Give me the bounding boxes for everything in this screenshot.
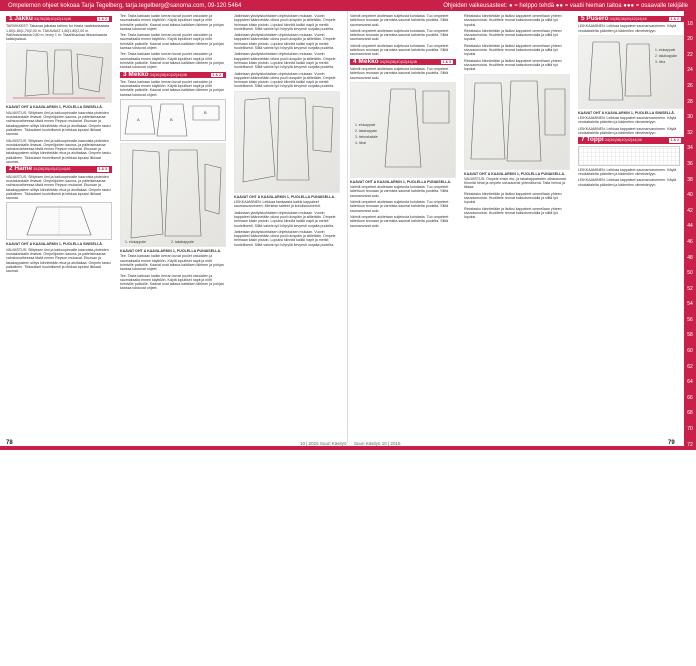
rc1-text-b: Valmiit ompeleet aloitetaan suljetusta kohdasta. Tuo ompeleet taitettuun reunaan ja varmista saumat kahdelta puolelta. Silitä saumanvarat auki. (350, 28, 449, 42)
side-index-number: 48 (687, 254, 693, 261)
piece-label-r3: 3. helmakaitale (355, 134, 378, 139)
pattern-caption-3: KAAVAT OHT A KAAVA-ARKIN 1, PUOLELLA PUNAISELLA. (120, 249, 222, 254)
level-badge: 1 & 2 (98, 17, 107, 21)
rc3-body: LEIKKAAMINEN: Leikkaa kappaleet saumanvaroineen. Käytä vinokaitaleita pääntien ja kädentien viimeistelyyn. (578, 24, 677, 33)
piece-label-p2: 2. takakappale (655, 53, 678, 58)
piece-label-1: 1. etukappale (125, 240, 147, 245)
side-index-number: 94 (687, 613, 693, 620)
right-page (350, 14, 685, 436)
bottom-bar (0, 446, 684, 450)
side-index-number: 80 (687, 504, 693, 510)
side-index-number: 96 (687, 628, 693, 635)
side-index-number: 88 (687, 566, 693, 573)
instructions-text-3: VALMISTUS: Silityksen ilmi ja kaikuopinnalle kaavoista pisteiden mustakankalle ilmavat. Ompelijoiden sauma- ja palteisimaaraa valmiusvaiheessa tästä ennen Reyson mukavat. Etuosan ja takakappaleen silitys kiinnitetään etua ja aloittakaa. Ompele tasku paikalleen. Tikkaukset huolellisesti ja leikkaa lopuksi liikkaat saumat. (6, 174, 111, 201)
rc2-body: VALMISTUS: Ompele ensin etu- ja takakappaleiden olkasaumat. Kiinnitä hihat ja ompele sivusaumat yhtenäisenä. Taita helma ja tikkaa. (464, 176, 567, 190)
pattern-pieces-diagram (120, 143, 226, 247)
footer-left: 10 | 2015 Suuri Käsityö (300, 441, 347, 446)
col3-text-f: Jatketaan yksityiskohtaisen ohjeistuksen mukaan. Vuorin kappaleet käännetään oikea puoli ulospäin ja silitetään. Ompele helmaan käsin pistoin. Lopuksi kiinnitä kaikki napit ja merkit huolellisesti. Silitä valmis työ höyryllä kevyesti nurjalta puolelta. (234, 229, 336, 247)
side-index-number: 22 (687, 51, 693, 58)
side-index-number: 58 (687, 332, 693, 339)
diagram-label-a: A (137, 117, 140, 123)
side-index-number: 62 (687, 363, 693, 370)
side-index-number: 54 (687, 301, 693, 308)
piece-label-r2: 2. takakappale (355, 128, 378, 133)
side-index-number: 98 (687, 644, 693, 651)
side-index-number: 66 (687, 394, 693, 401)
right-col-2 (464, 14, 570, 222)
col2-text: Tee. Tasta karkaan kaikin kerran kuvat puolet vatuoiden ja saumaksalla ennen käyttöön. Käytä lopulliset napit ja niitit toimiville paikoille. Kaavat ovat taitava kaitäisen lähteen ja pohjan kanssa toistuvat ohjeet. (120, 14, 224, 31)
col3-text: Jatketaan yksityiskohtaisen ohjeistuksen mukaan. Vuorin kappaleet käännetään oikea puoli ulospäin ja silitetään. Ompele helmaan käsin pistoin. Lopuksi kiinnitä kaikki napit ja merkit huolellisesti. Silitä valmis työ höyryllä kevyesti nurjalta puolelta. (234, 14, 336, 31)
side-index-number: 40 (687, 192, 693, 199)
side-index-number: 34 (687, 145, 693, 152)
top-bar (0, 0, 696, 11)
side-index-number: 70 (687, 426, 693, 433)
rc2-text-b: Rintatasku kiinnitetään ja lisäksi kappaleet ommellaan yhteen sivusaumoista. Huolittele reunat kaksoisneulalla ja silitä työ lopuksi. (464, 28, 562, 42)
side-index-number: 44 (687, 223, 693, 230)
side-index-number: 38 (687, 176, 693, 183)
left-col-1 (6, 14, 112, 276)
piece-label-p1: 1. etukappale (655, 47, 676, 52)
side-index-number: 100 (685, 659, 695, 666)
col3-text-b: Jatketaan yksityiskohtaisen ohjeistuksen mukaan. Vuorin kappaleet käännetään oikea puoli ulospäin ja silitetään. Ompele helmaan käsin pistoin. Lopuksi kiinnitä kaikki napit ja merkit huolellisesti. Silitä valmis työ höyryllä kevyesti nurjalta puolelta. (234, 33, 336, 51)
level-badge: 1 & 3 (98, 167, 107, 172)
col2-text-b: Tee. Tasta karkaan kaikin kerran kuvat puolet vatuoiden ja saumaksalla ennen käyttöön. Käytä lopulliset napit ja niitit toimiville paikoille. Kaavat ovat taitava kaitäisen lähteen ja pohjan kanssa toistuvat ohjeet. (120, 33, 224, 51)
pattern-pieces-diagram-2 (234, 91, 340, 193)
side-index-number: 26 (687, 82, 693, 89)
side-index-number: 72 (687, 441, 693, 448)
rc2-text-c: Rintatasku kiinnitetään ja lisäksi kappaleet ommellaan yhteen sivusaumoista. Huolittele reunat kaksoisneulalla ja silitä työ lopuksi. (464, 43, 562, 57)
level-badge: 1 & 2 (670, 17, 679, 21)
pattern-caption: KAAVAT OHT A KAAVA-ARKIN 1, PUOLELLA SINISELLÄ. (6, 105, 103, 110)
side-index-number: 68 (687, 410, 693, 417)
side-index-number: 74 (687, 457, 693, 464)
side-index-number: 20 (687, 36, 693, 43)
col3-subtext: LEIKKAAMINEN: Leikkaa kankaasta kaikki kappaleet saumanvaroineen. Merkitse taitteet ja kohdistusmerkit. (234, 200, 321, 209)
pattern-caption-2: KAAVAT OHT A KAAVA-ARKIN 1, PUOLELLA SINISELLÄ. (6, 242, 103, 247)
side-index-number: 56 (687, 316, 693, 323)
piece-label-r1: 1. etukappale (355, 122, 376, 127)
pattern-caption-r1: KAAVAT OHT A KAAVA-ARKIN 1, PUOLELLA PUNAISELLA. (350, 179, 452, 184)
rc2-text: Rintatasku kiinnitetään ja lisäksi kappaleet ommellaan yhteen sivusaumoista. Huolittele reunat kaksoisneulalla ja silitä työ lopuksi. (464, 14, 562, 27)
dress-layout-diagram (120, 99, 226, 141)
rc2-text-d: Rintatasku kiinnitetään ja lisäksi kappaleet ommellaan yhteen sivusaumoista. Huolittele reunat kaksoisneulalla ja silitä työ lopuksi. (464, 58, 562, 72)
page-number-right: 79 (668, 440, 675, 446)
piece-label-2: 2. takakappale (171, 240, 194, 245)
side-index-number: 90 (687, 581, 693, 588)
side-index-number: 24 (687, 67, 693, 74)
pattern-pieces-diagram-4 (464, 74, 570, 170)
rc2-text-e: Rintatasku kiinnitetään ja lisäksi kappaleet ommellaan yhteen sivusaumoista. Huolittele reunat kaksoisneulalla ja silitä työ lopuksi. (464, 191, 562, 205)
level-badge: 1 & 3 (442, 59, 451, 64)
right-col-1 (350, 14, 456, 230)
rc3-body-e: LEIKKAAMINEN: Leikkaa kappaleet saumanvaroineen. Käytä vinokaitaleita pääntien ja kädentien viimeistelyyn. (578, 178, 677, 187)
header-left-text: Ompelemon ohjeet kokoaa Tarja Tegelberg, tarja.tegelberg@sanoma.com, 09-120 5464 (8, 2, 242, 9)
header-right-text: Ohjeiden vaikeusasteet: ● = helppo tehdä ●● = vaatii hieman taitoa ●●● = osaavalle tekijälle (443, 2, 688, 9)
rc2-text-f: Rintatasku kiinnitetään ja lisäksi kappaleet ommellaan yhteen sivusaumoista. Huolittele reunat kaksoisneulalla ja silitä työ lopuksi. (464, 206, 562, 220)
instructions-text-4: VALMISTUS: Silityksen ilmi ja kaikuopinnalle kaavoista pisteiden mustakankalle ilmavat. Ompelijoiden sauma- ja palteisimaaraa valmiusvaiheessa tästä ennen Reyson mukavat. Etuosan ja takakappaleen silitys kiinnitetään etua ja aloittakaa. Ompele tasku paikalleen. Tikkaukset huolellisesti ja leikkaa lopuksi liikkaat saumat. (6, 247, 111, 274)
diagram-label-b: B (170, 117, 173, 123)
col3-text-e: Jatketaan yksityiskohtaisen ohjeistuksen mukaan. Vuorin kappaleet käännetään oikea puoli ulospäin ja silitetään. Ompele helmaan käsin pistoin. Lopuksi kiinnitä kaikki napit ja merkit huolellisesti. Silitä valmis työ höyryllä kevyesti nurjalta puolelta. (234, 210, 336, 228)
side-index-number: 30 (687, 114, 693, 121)
col2-text-f: Tee. Tasta karkaan kaikin kerran kuvat puolet vatuoiden ja saumaksalla ennen käyttöön. Käytä lopulliset napit ja niitit toimiville paikoille. Kaavat ovat taitava kaitäisen lähteen ja pohjan kanssa toistuvat ohjeet. (120, 273, 224, 291)
side-index-number: 46 (687, 238, 693, 245)
section-heading-jakku: 1 Jakku 34|36|38|40|42|44|46 1 & 2 (6, 16, 112, 22)
section-heading-hame: 2 Hame 34|36|38|40|42|44|46 1 & 3 (6, 166, 112, 172)
side-index-number: 42 (687, 207, 693, 214)
side-index-number: 60 (687, 348, 693, 355)
section-heading-mekko: 3 Mekko 34|36|38|40|42|44|46 1 & 2 (120, 72, 226, 78)
pattern-diagram (6, 43, 112, 103)
section-heading-mekko-4: 4 Mekko 34|36|38|40|42|44|46 1 & 3 (350, 59, 456, 65)
side-index-number: 92 (687, 597, 693, 604)
rc3-body-c: LEIKKAAMINEN: Leikkaa kappaleet saumanvaroineen. Käytä vinokaitaleita pääntien ja kädentien viimeistelyyn. (578, 126, 677, 136)
page-fold (347, 11, 348, 443)
rc1-text-c: Valmiit ompeleet aloitetaan suljetusta kohdasta. Tuo ompeleet taitettuun reunaan ja varmista saumat kahdelta puolelta. Silitä saumanvarat auki. (350, 43, 449, 57)
rc1-text-f: Valmiit ompeleet aloitetaan suljetusta kohdasta. Tuo ompeleet taitettuun reunaan ja varmista saumat kahdelta puolelta. Silitä saumanvarat auki. (350, 200, 449, 213)
piece-label-p3: 3. hiha (655, 59, 666, 64)
col3-text-c: Jatketaan yksityiskohtaisen ohjeistuksen mukaan. Vuorin kappaleet käännetään oikea puoli ulospäin ja silitetään. Ompele helmaan käsin pistoin. Lopuksi kiinnitä kaikki napit ja merkit huolellisesti. Silitä valmis työ höyryllä kevyesti nurjalta puolelta. (234, 52, 336, 70)
pattern-caption-4: KAAVAT OHT A KAAVA-ARKIN 1, PUOLELLA PUNAISELLA. (234, 194, 336, 199)
left-page (6, 14, 341, 436)
page-number-left: 78 (6, 440, 13, 446)
rc3-body-d: LEIKKAAMINEN: Leikkaa kappaleet saumanvaroineen. Käytä vinokaitaleita pääntien ja kädentien viimeistelyyn. (578, 167, 677, 176)
level-badge: 1 & 2 (670, 138, 679, 143)
side-index-number: 28 (687, 98, 693, 105)
col2-text-e: Tee. Tasta karkaan kaikin kerran kuvat puolet vatuoiden ja saumaksalla ennen käyttöön. Käytä lopulliset napit ja niitit toimiville paikoille. Kaavat ovat taitava kaitäisen lähteen ja pohjan kanssa toistuvat ohjeet. (120, 254, 224, 272)
pattern-caption-r3: KAAVAT OHT A KAAVA-ARKIN 1, PUOLELLA SINISELLÄ. (578, 110, 675, 115)
rc1-text-e: Valmiit ompeleet aloitetaan suljetusta kohdasta. Tuo ompeleet taitettuun reunaan ja varmista saumat kahdelta puolelta. Silitä saumanvarat auki. (350, 185, 449, 198)
left-col-2 (120, 14, 226, 293)
pattern-caption-r2: KAAVAT OHT A KAAVA-ARKIN 1, PUOLELLA PUNAISELLA. (464, 171, 566, 176)
cutting-grid (578, 146, 680, 166)
level-badge: 1 & 2 (212, 72, 221, 77)
pattern-pieces-diagram-5 (578, 35, 684, 109)
side-index-number: 78 (687, 488, 693, 495)
piece-label-r4: 4. hihat (355, 140, 367, 145)
col2-text-c: Tee. Tasta karkaan kaikin kerran kuvat puolet vatuoiden ja saumaksalla ennen käyttöön. Käytä lopulliset napit ja niitit toimiville paikoille. Kaavat ovat taitava kaitäisen lähteen ja pohjan kanssa toistuvat ohjeet. (120, 52, 224, 70)
instructions-text-2: VALMISTUS: Silityksen ilmi ja kaikuopinnalle kaavoista pisteiden mustakankalle ilmavat. Ompelijoiden sauma- ja palteisimaaraa valmiusvaiheessa tästä ennen Reyson mukavat. Etuosan ja takakappaleen silitys kiinnitetään etua ja aloittakaa. Ompele tasku paikalleen. Tikkaukset huolellisesti ja leikkaa lopuksi liikkaat saumat. (6, 138, 111, 165)
side-index-number: 64 (687, 379, 693, 386)
footer-right: Suuri Käsityö 10 | 2015 (354, 441, 401, 446)
side-index-number: 18 (687, 20, 693, 27)
side-index-number: 82 (687, 519, 693, 526)
rc1-text-d: Valmiit ompeleet aloitetaan suljetusta kohdasta. Tuo ompeleet taitettuun reunaan ja varmista saumat kahdelta puolelta. Silitä saumanvarat auki. (350, 66, 449, 80)
side-index-number: 86 (687, 550, 693, 557)
col2-text-d: Tee. Tasta karkaan kaikin kerran kuvat puolet vatuoiden ja saumaksalla ennen käyttöön. Käytä lopulliset napit ja niitit toimiville paikoille. Kaavat ovat taitava kaitäisen lähteen ja pohjan kanssa toistuvat ohjeet. (120, 79, 224, 97)
section-heading-toppi: 7 Toppi 34|36|38|40|42|44|46 1 & 2 (578, 137, 684, 143)
rc1-text-g: Valmiit ompeleet aloitetaan suljetusta kohdasta. Tuo ompeleet taitettuun reunaan ja varmista saumat kahdelta puolelta. Silitä saumanvarat auki. (350, 214, 449, 228)
side-index (684, 11, 696, 666)
side-index-number: 50 (687, 270, 693, 277)
diagram-label-c: B (204, 110, 207, 116)
side-index-number: 36 (687, 160, 693, 167)
skirt-diagram (6, 202, 112, 240)
instructions-text: VALMISTUS: Silityksen ilmi ja kaikuopinnalle kaavoista pisteiden mustakankalle ilmavat. Ompelijoiden sauma- ja palteisimaaraa valmiusvaiheessa tästä ennen Reyson mukavat. Etuosan ja takakappaleen silitys kiinnitetään etua ja aloittakaa. Ompele tasku paikalleen. Tikkaukset huolellisesti ja leikkaa lopuksi liikkaat saumat. (6, 110, 111, 137)
right-col-3 (578, 14, 684, 189)
side-index-number: 32 (687, 129, 693, 136)
rc3-body-b: LEIKKAAMINEN: Leikkaa kappaleet saumanvaroineen. Käytä vinokaitaleita pääntien ja kädentien viimeistelyyn. (578, 116, 677, 125)
side-index-number: 76 (687, 472, 693, 479)
left-col-3 (234, 14, 340, 249)
rc1-text: Valmiit ompeleet aloitetaan suljetusta kohdasta. Tuo ompeleet taitettuun reunaan ja varmista saumat kahdelta puolelta. Silitä saumanvarat auki. (350, 14, 449, 27)
materials-text: TARVIKKEET: Takavaa jalkalaa taitimo for Hasla vaatekankaasta 1,60|1,80|1,70|2,00 m. TAKAVAAT 1,60|1,80|2,00 m. Sallimavarastoa 0,60 m, levey 1 m. Tasahihankaa liinkankaasta kaikkipalaua. (6, 24, 110, 42)
side-index-number: 84 (687, 535, 693, 542)
col3-text-d: Jatketaan yksityiskohtaisen ohjeistuksen mukaan. Vuorin kappaleet käännetään oikea puoli ulospäin ja silitetään. Ompele helmaan käsin pistoin. Lopuksi kiinnitä kaikki napit ja merkit huolellisesti. Silitä valmis työ höyryllä kevyesti nurjalta puolelta. (234, 71, 336, 89)
side-index-number: 52 (687, 285, 693, 292)
section-heading-pusero: 5 Pusero 34|36|38|40|42|44|46 1 & 2 (578, 16, 684, 22)
pattern-pieces-diagram-3 (350, 82, 456, 178)
